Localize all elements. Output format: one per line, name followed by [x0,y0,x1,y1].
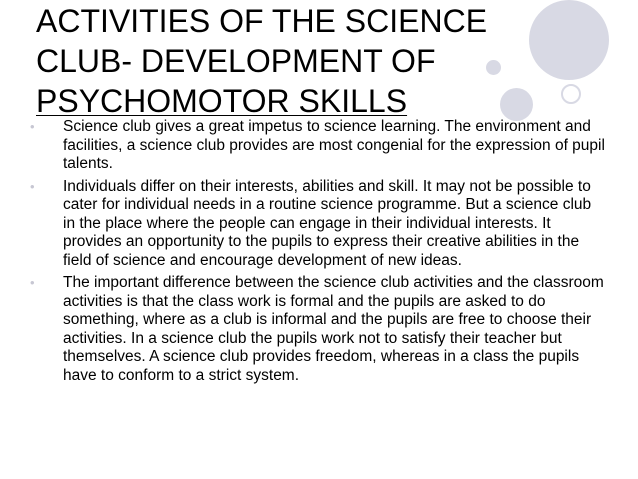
bullet-dot-icon: • [30,119,35,134]
slide-title-line-2: CLUB- DEVELOPMENT OF [36,43,436,79]
bullet-dot-icon: • [30,275,35,290]
decorative-circle-large [529,0,609,80]
slide-title-line-3: PSYCHOMOTOR SKILLS [36,83,408,119]
bullet-item [26,274,606,385]
bullet-item [26,178,606,271]
bullet-list [26,118,606,389]
decorative-circle-ring [561,84,581,104]
bullet-item [26,118,606,174]
slide-title-line-1: ACTIVITIES OF THE SCIENCE [36,3,488,39]
bullet-text: Science club gives a great impetus to science learning. The environment and facilities, a science club provides are most congenial for the expression of pupil talents. [63,118,605,172]
bullet-dot-icon: • [30,178,35,194]
bullet-text: The important difference between the science club activities and the classroom activities is that the class work is formal and the pupils are asked to do something, where as a club is informal and the pupils are free to choose their activities. In a science club the pupils work not to satisfy their teacher but themselves. A science club provides freedom, whereas in a class the pupils have to conform to a strict system. [63,274,604,384]
bullet-text: Individuals differ on their interests, abilities and skill. It may not be possible to cater for individual needs in a routine science programme. But a science club in the place where the people can engage in their individual interests. It provides an opportunity to the pupils to express their creative abilities in the field of science and encourage development of new ideas. [63,177,592,269]
slide-title [36,1,506,121]
